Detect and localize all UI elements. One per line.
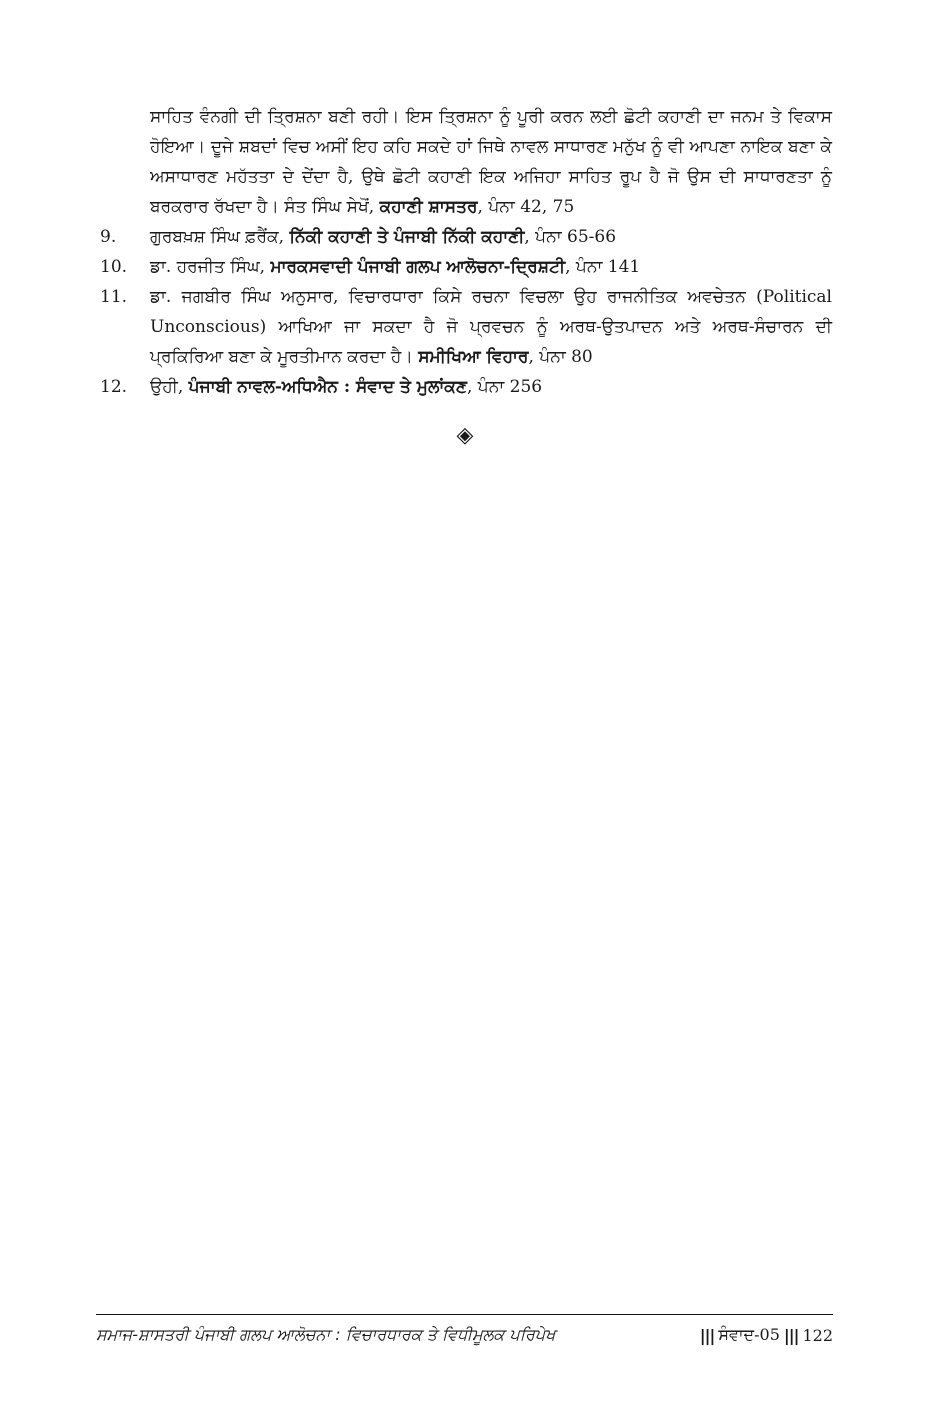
footer-divider: [96, 1314, 833, 1315]
endnote-page: , ਪੰਨਾ 141: [565, 257, 641, 277]
endnote-page: , ਪੰਨਾ 65-66: [524, 227, 617, 247]
endnotes: [100, 102, 832, 402]
endnote-number: 9.: [100, 227, 117, 247]
endnote-item: [100, 282, 832, 372]
endnote-book-title: ਮਾਰਕਸਵਾਦੀ ਪੰਜਾਬੀ ਗਲਪ ਆਲੋਚਨਾ-ਦ੍ਰਿਸ਼ਟੀ: [270, 257, 566, 277]
footer-journal: ਸੰਵਾਦ-05: [718, 1325, 780, 1344]
footer-book-title: ਸਮਾਜ-ਸ਼ਾਸਤਰੀ ਪੰਜਾਬੀ ਗਲਪ ਆਲੋਚਨਾ : ਵਿਚਾਰਧਾਰਕ ਤੇ ਵਿਧੀਮੂਲਕ ਪਰਿਪੇਖ: [96, 1325, 556, 1344]
endnote-number: 12.: [100, 377, 128, 397]
continuation-page: , ਪੰਨਾ 42, 75: [477, 197, 575, 217]
page-footer: [96, 1322, 833, 1348]
barcode-icon: |||: [699, 1325, 715, 1345]
endnote-page: , ਪੰਨਾ 80: [528, 347, 593, 367]
endnote-number: 10.: [100, 257, 128, 277]
endnote-author: ਡਾ. ਹਰਜੀਤ ਸਿੰਘ,: [150, 257, 271, 277]
endnote-continuation: [150, 102, 832, 222]
endnote-book-title: ਨਿੱਕੀ ਕਹਾਣੀ ਤੇ ਪੰਜਾਬੀ ਨਿੱਕੀ ਕਹਾਣੀ: [289, 227, 525, 247]
endnote-text: [150, 252, 832, 282]
endnote-author: ਉਹੀ,: [150, 377, 189, 397]
page-number: 122: [802, 1325, 833, 1345]
endnote-text: [150, 372, 832, 402]
footer-right: [700, 1325, 833, 1345]
endnote-item: [100, 252, 832, 282]
continuation-text: ਸਾਹਿਤ ਵੰਨਗੀ ਦੀ ਤ੍ਰਿਸ਼ਨਾ ਬਣੀ ਰਹੀ। ਇਸ ਤ੍ਰਿਸ਼ਨਾ ਨੂੰ ਪੂਰੀ ਕਰਨ ਲਈ ਛੋਟੀ ਕਹਾਣੀ ਦਾ ਜਨਮ ਤੇ ਵਿਕਾਸ ਹੋਇਆ। ਦੂਜੇ ਸ਼ਬਦਾਂ ਵਿਚ ਅਸੀਂ ਇਹ ਕਹਿ ਸਕਦੇ ਹਾਂ ਜਿਥੇ ਨਾਵਲ ਸਾਧਾਰਣ ਮਨੁੱਖ ਨੂੰ ਵੀ ਆਪਣਾ ਨਾਇਕ ਬਣਾ ਕੇ ਅਸਾਧਾਰਣ ਮਹੱਤਤਾ ਦੇ ਦੇਂਦਾ ਹੈ, ਉਥੇ ਛੋਟੀ ਕਹਾਣੀ ਇਕ ਅਜਿਹਾ ਸਾਹਿਤ ਰੂਪ ਹੈ ਜੋ ਉਸ ਦੀ ਸਾਧਾਰਣਤਾ ਨੂੰ ਬਰਕਰਾਰ ਰੱਖਦਾ ਹੈ। ਸੰਤ ਸਿੰਘ ਸੇਖੋਂ,: [150, 107, 832, 217]
endnote-author: ਡਾ. ਜਗਬੀਰ ਸਿੰਘ ਅਨੁਸਾਰ, ਵਿਚਾਰਧਾਰਾ ਕਿਸੇ ਰਚਨਾ ਵਿਚਲਾ ਉਹ ਰਾਜਨੀਤਿਕ ਅਵਚੇਤਨ (Political Unconscious) ਆਖਿਆ ਜਾ ਸਕਦਾ ਹੈ ਜੋ ਪ੍ਰਵਚਨ ਨੂੰ ਅਰਥ-ਉਤਪਾਦਨ ਅਤੇ ਅਰਥ-ਸੰਚਾਰਨ ਦੀ ਪ੍ਰਕਿਰਿਆ ਬਣਾ ਕੇ ਮੂਰਤੀਮਾਨ ਕਰਦਾ ਹੈ।: [150, 287, 832, 367]
barcode-icon: |||: [783, 1325, 799, 1345]
endnote-page: , ਪੰਨਾ 256: [466, 377, 543, 397]
continuation-book-title: ਕਹਾਣੀ ਸ਼ਾਸਤਰ: [379, 197, 478, 217]
section-end-ornament-icon: ◈: [456, 423, 474, 448]
endnote-book-title: ਸਮੀਖਿਆ ਵਿਹਾਰ: [418, 347, 529, 367]
endnote-item: [100, 372, 832, 402]
endnote-text: [150, 222, 832, 252]
endnote-author: ਗੁਰਬਖ਼ਸ਼ ਸਿੰਘ ਫ਼ਰੈਂਕ,: [150, 227, 290, 247]
endnote-item: [100, 222, 832, 252]
endnote-book-title: ਪੰਜਾਬੀ ਨਾਵਲ-ਅਧਿਐਨ : ਸੰਵਾਦ ਤੇ ਮੁਲਾਂਕਣ: [188, 377, 467, 397]
endnote-number: 11.: [100, 287, 128, 307]
endnote-text: [150, 282, 832, 372]
